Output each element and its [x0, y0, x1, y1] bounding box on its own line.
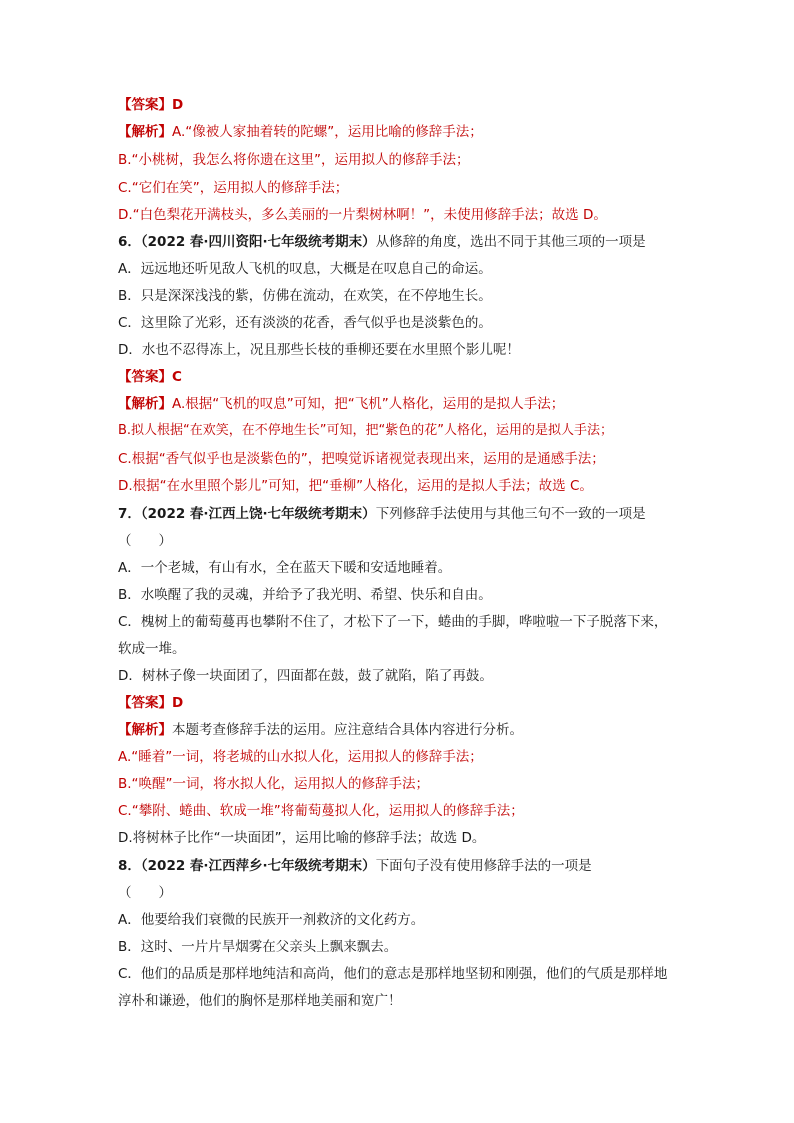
q7-stem [118, 505, 646, 523]
analysis-text: 本题考查修辞手法的运用。应注意结合具体内容进行分析。 [172, 722, 523, 738]
question-source: （2022 春·江西上饶·七年级统考期末） [140, 506, 376, 522]
answer-value: C [172, 369, 182, 385]
analysis-tag: 【解析】 [118, 124, 172, 140]
question-number: 8． [118, 858, 141, 874]
question-number: 6． [118, 234, 141, 250]
q8-stem [118, 857, 592, 875]
q8-option-a: A．他要给我们衰微的民族开一剂救济的文化药方。 [118, 912, 425, 928]
answer-value: D [172, 97, 184, 113]
q6-option-a: A．远远地还听见敌人飞机的叹息，大概是在叹息自己的命运。 [118, 261, 492, 277]
analysis-tag: 【解析】 [118, 722, 172, 738]
q7-analysis-c: C.“攀附、蜷曲、软成一堆”将葡萄蔓拟人化，运用拟人的修辞手法； [118, 803, 524, 819]
q7-analysis-b: B.“唤醒”一词，将水拟人化，运用拟人的修辞手法； [118, 776, 430, 792]
question-number: 7． [118, 506, 141, 522]
q8-blank: （ ） [118, 885, 172, 901]
answer-tag: 【答案】 [118, 695, 172, 711]
q7-option-a: A．一个老城，有山有水，全在蓝天下暖和安适地睡着。 [118, 560, 452, 576]
answer-tag: 【答案】 [118, 369, 172, 385]
answer-tag: 【答案】 [118, 97, 172, 113]
q6-analysis-c: C.根据“香气似乎也是淡紫色的”，把嗅觉诉诸视觉表现出来，运用的是通感手法； [118, 451, 605, 467]
q7-option-b: B．水唤醒了我的灵魂，并给予了我光明、希望、快乐和自由。 [118, 587, 492, 603]
analysis-text: A.“像被人家抽着转的陀螺”，运用比喻的修辞手法； [172, 124, 483, 140]
question-stem: 下列修辞手法使用与其他三句不一致的一项是 [375, 506, 646, 522]
analysis-tag: 【解析】 [118, 396, 172, 412]
q7-option-d: D．树林子像一块面团了，四面都在鼓，鼓了就陷，陷了再鼓。 [118, 668, 493, 684]
q5-analysis-d: D.“白色梨花开满枝头，多么美丽的一片梨树林啊！”，未使用修辞手法；故选 D。 [118, 207, 607, 223]
analysis-text: A.根据“飞机的叹息”可知，把“飞机”人格化，运用的是拟人手法； [172, 396, 565, 412]
q7-blank: （ ） [118, 533, 172, 549]
question-source: （2022 春·江西萍乡·七年级统考期末） [140, 858, 376, 874]
q7-option-c: C．槐树上的葡萄蔓再也攀附不住了，才松下了一下，蜷曲的手脚，哗啦啦一下子脱落下来，软成一堆。 [118, 614, 668, 657]
q8-option-b: B．这时、一片片旱烟雾在父亲头上飘来飘去。 [118, 939, 398, 955]
q5-answer-line [118, 96, 183, 114]
q6-analysis-d: D.根据“在水里照个影儿”可知，把“垂柳”人格化，运用的是拟人手法；故选 C。 [118, 478, 593, 494]
q7-answer-line [118, 694, 183, 712]
q6-analysis-b: B.拟人根据“在欢笑，在不停地生长”可知，把“紫色的花”人格化，运用的是拟人手法； [118, 423, 613, 438]
q7-analysis-d: D.将树林子比作“一块面团”，运用比喻的修辞手法；故选 D。 [118, 830, 486, 846]
question-source: （2022 春·四川资阳·七年级统考期末） [140, 234, 376, 250]
q6-option-d: D．水也不忍得冻上，况且那些长枝的垂柳还要在水里照个影儿呢！ [118, 342, 520, 358]
q7-analysis-intro [118, 721, 523, 739]
q7-analysis-a: A.“睡着”一词，将老城的山水拟人化，运用拟人的修辞手法； [118, 749, 483, 765]
q6-answer-line [118, 368, 182, 386]
q5-analysis-c: C.“它们在笑”，运用拟人的修辞手法； [118, 180, 349, 196]
q6-option-b: B．只是深深浅浅的紫，仿佛在流动，在欢笑，在不停地生长。 [118, 288, 492, 304]
q5-analysis-b: B.“小桃树，我怎么将你遗在这里”，运用拟人的修辞手法； [118, 152, 470, 168]
q6-analysis-a [118, 395, 564, 413]
q5-analysis-a [118, 123, 483, 141]
q8-option-c: C．他们的品质是那样地纯洁和高尚，他们的意志是那样地坚韧和刚强，他们的气质是那样地淳朴和谦逊，他们的胸怀是那样地美丽和宽广！ [118, 966, 668, 1009]
answer-value: D [172, 695, 184, 711]
q6-stem [118, 233, 646, 251]
q6-option-c: C．这里除了光彩，还有淡淡的花香，香气似乎也是淡紫色的。 [118, 315, 492, 331]
question-stem: 从修辞的角度，选出不同于其他三项的一项是 [375, 234, 646, 250]
question-stem: 下面句子没有使用修辞手法的一项是 [375, 858, 592, 874]
